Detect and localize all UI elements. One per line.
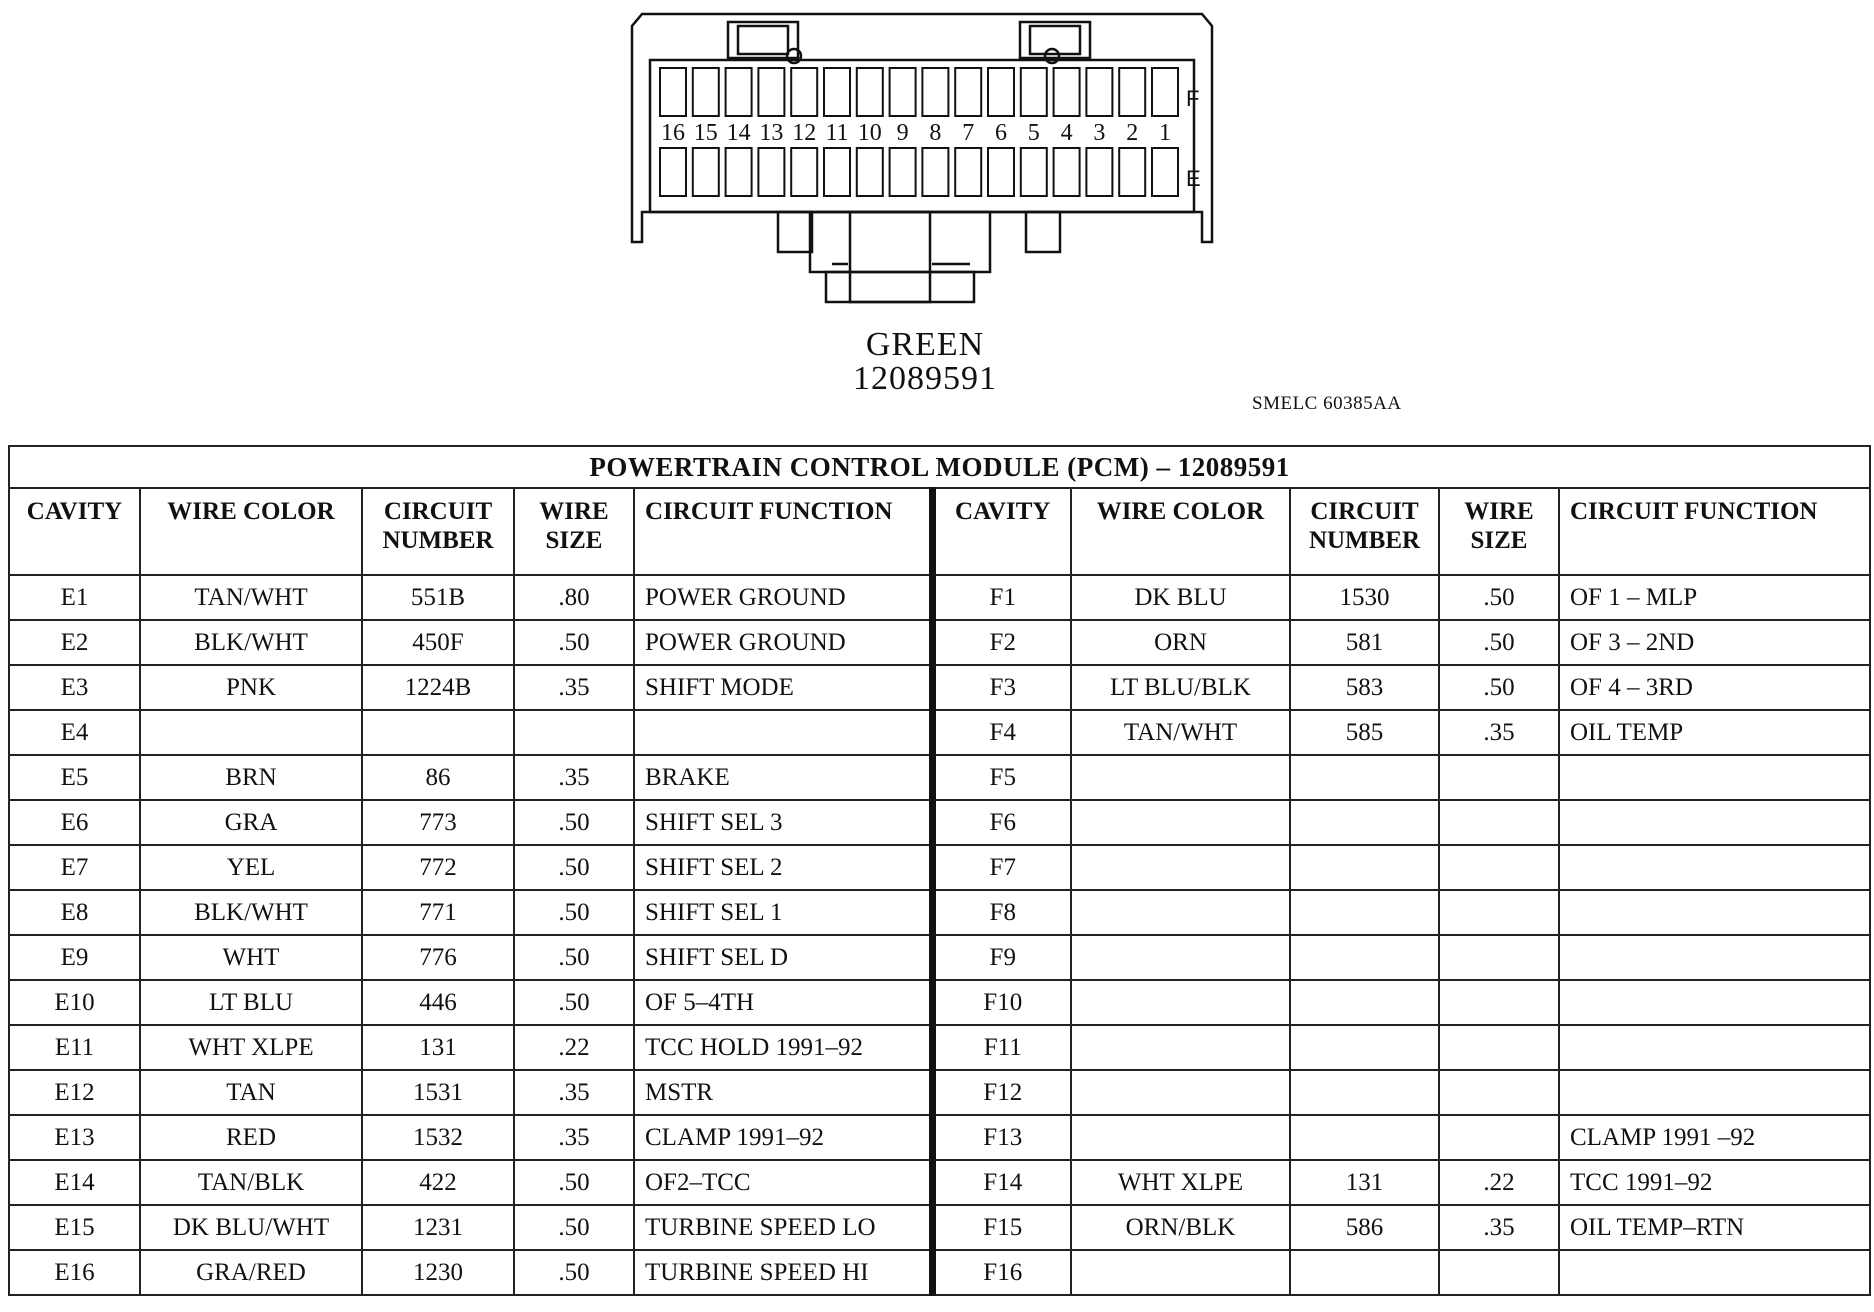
wire-size-cell — [1439, 1070, 1559, 1115]
wire-color-cell: DK BLU/WHT — [140, 1205, 362, 1250]
cavity-cell: E11 — [9, 1025, 140, 1070]
pin-number-label: 10 — [857, 120, 882, 146]
wire-size-cell: .50 — [514, 800, 634, 845]
header-circuit-number: CIRCUIT NUMBER — [362, 488, 514, 575]
wire-size-cell: .50 — [514, 845, 634, 890]
circuit-function-cell: TURBINE SPEED HI — [634, 1250, 932, 1295]
circuit-number-cell — [1290, 980, 1439, 1025]
pin-number-label: 16 — [661, 120, 685, 146]
circuit-number-cell: 131 — [1290, 1160, 1439, 1205]
pin-number-label: 13 — [759, 120, 784, 146]
wire-size-cell: .35 — [514, 1115, 634, 1160]
pin-cavity-f8 — [922, 68, 948, 116]
circuit-number-cell: 585 — [1290, 710, 1439, 755]
circuit-number-cell: 1532 — [362, 1115, 514, 1160]
circuit-function-cell: OF 5–4TH — [634, 980, 932, 1025]
table-row — [9, 665, 1870, 710]
table-row — [9, 755, 1870, 800]
wire-color-cell: TAN — [140, 1070, 362, 1115]
cavity-cell: E4 — [9, 710, 140, 755]
circuit-number-cell: 131 — [362, 1025, 514, 1070]
cavity-cell: F7 — [932, 845, 1071, 890]
cavity-cell: F15 — [932, 1205, 1071, 1250]
circuit-function-cell: TCC 1991–92 — [1559, 1160, 1870, 1205]
header-wire-color: WIRE COLOR — [140, 488, 362, 575]
wire-color-cell — [1071, 1070, 1290, 1115]
wire-color-cell: TAN/WHT — [1071, 710, 1290, 755]
wire-color-cell: TAN/WHT — [140, 575, 362, 620]
cavity-cell: E9 — [9, 935, 140, 980]
table-row — [9, 1115, 1870, 1160]
wire-size-cell — [1439, 800, 1559, 845]
pin-number-label: 15 — [693, 120, 718, 146]
pin-cavity-e2 — [1119, 148, 1145, 196]
pin-number-label: 4 — [1060, 120, 1073, 146]
circuit-function-cell: POWER GROUND — [634, 620, 932, 665]
header-circuit-function: CIRCUIT FUNCTION — [1559, 488, 1870, 575]
circuit-function-cell: TURBINE SPEED LO — [634, 1205, 932, 1250]
circuit-function-cell — [1559, 890, 1870, 935]
wire-size-cell: .50 — [1439, 620, 1559, 665]
wire-color-cell: RED — [140, 1115, 362, 1160]
circuit-function-cell — [634, 710, 932, 755]
circuit-number-cell — [1290, 755, 1439, 800]
circuit-number-cell: 583 — [1290, 665, 1439, 710]
cavity-cell: F1 — [932, 575, 1071, 620]
cavity-cell: E2 — [9, 620, 140, 665]
wire-size-cell — [1439, 1025, 1559, 1070]
circuit-function-cell: OIL TEMP — [1559, 710, 1870, 755]
wire-color-cell: BRN — [140, 755, 362, 800]
circuit-number-cell — [1290, 1115, 1439, 1160]
cavity-cell: F12 — [932, 1070, 1071, 1115]
wire-color-cell — [1071, 935, 1290, 980]
wire-color-cell: WHT XLPE — [140, 1025, 362, 1070]
pin-cavity-f7 — [955, 68, 981, 116]
circuit-function-cell: SHIFT SEL D — [634, 935, 932, 980]
wire-size-cell: .22 — [1439, 1160, 1559, 1205]
pin-number-label: 5 — [1027, 120, 1040, 146]
cavity-cell: F2 — [932, 620, 1071, 665]
wire-color-cell: GRA — [140, 800, 362, 845]
pin-number-label: 3 — [1093, 120, 1106, 146]
pin-number-label: 12 — [792, 120, 817, 146]
wire-size-cell — [1439, 1115, 1559, 1160]
cavity-cell: E15 — [9, 1205, 140, 1250]
pin-cavity-e15 — [693, 148, 719, 196]
circuit-number-cell: 86 — [362, 755, 514, 800]
wire-color-cell — [1071, 755, 1290, 800]
table-row — [9, 890, 1870, 935]
circuit-number-cell — [362, 710, 514, 755]
pin-cavity-f4 — [1054, 68, 1080, 116]
pin-cavity-f15 — [693, 68, 719, 116]
wire-color-cell — [140, 710, 362, 755]
wire-size-cell: .35 — [1439, 710, 1559, 755]
wire-color-cell: LT BLU — [140, 980, 362, 1025]
circuit-function-cell — [1559, 755, 1870, 800]
wire-color-cell: BLK/WHT — [140, 890, 362, 935]
pin-cavity-f5 — [1021, 68, 1047, 116]
pin-number-label: 1 — [1159, 120, 1171, 146]
table-row — [9, 800, 1870, 845]
pin-cavity-f9 — [890, 68, 916, 116]
circuit-function-cell: OF 4 – 3RD — [1559, 665, 1870, 710]
pin-number-label: 8 — [929, 120, 942, 146]
wire-size-cell — [1439, 935, 1559, 980]
circuit-number-cell: 1531 — [362, 1070, 514, 1115]
wire-color-cell: ORN/BLK — [1071, 1205, 1290, 1250]
pin-cavity-e14 — [726, 148, 752, 196]
wire-size-cell: .50 — [514, 1160, 634, 1205]
circuit-function-cell — [1559, 845, 1870, 890]
wire-size-cell: .50 — [1439, 575, 1559, 620]
wire-color-cell: GRA/RED — [140, 1250, 362, 1295]
circuit-function-cell: TCC HOLD 1991–92 — [634, 1025, 932, 1070]
cavity-cell: F16 — [932, 1250, 1071, 1295]
pin-cavity-e16 — [660, 148, 686, 196]
header-circuit-number: CIRCUIT NUMBER — [1290, 488, 1439, 575]
wire-size-cell: .50 — [1439, 665, 1559, 710]
wire-color-cell: WHT — [140, 935, 362, 980]
circuit-function-cell — [1559, 800, 1870, 845]
table-row — [9, 575, 1870, 620]
pin-number-label: 9 — [896, 120, 909, 146]
cavity-cell: F6 — [932, 800, 1071, 845]
pin-cavity-f3 — [1086, 68, 1112, 116]
pin-cavity-e6 — [988, 148, 1014, 196]
wire-size-cell: .50 — [514, 935, 634, 980]
wire-size-cell: .35 — [514, 665, 634, 710]
cavity-cell: F14 — [932, 1160, 1071, 1205]
wire-size-cell: .22 — [514, 1025, 634, 1070]
cavity-cell: F10 — [932, 980, 1071, 1025]
row-label-e: E — [1186, 166, 1201, 191]
table-row — [9, 1160, 1870, 1205]
circuit-function-cell — [1559, 980, 1870, 1025]
table-row — [9, 845, 1870, 890]
cavity-cell: F4 — [932, 710, 1071, 755]
pin-number-label: 11 — [825, 120, 849, 146]
header-cavity: CAVITY — [932, 488, 1071, 575]
circuit-number-cell — [1290, 1025, 1439, 1070]
circuit-function-cell — [1559, 1025, 1870, 1070]
cavity-cell: E3 — [9, 665, 140, 710]
pin-cavity-e3 — [1086, 148, 1112, 196]
wire-color-cell: YEL — [140, 845, 362, 890]
circuit-function-cell: OIL TEMP–RTN — [1559, 1205, 1870, 1250]
circuit-number-cell: 1231 — [362, 1205, 514, 1250]
wire-color-cell — [1071, 845, 1290, 890]
header-wire-color: WIRE COLOR — [1071, 488, 1290, 575]
circuit-function-cell: CLAMP 1991 –92 — [1559, 1115, 1870, 1160]
pin-cavity-e1 — [1152, 148, 1178, 196]
table-row — [9, 620, 1870, 665]
header-cavity: CAVITY — [9, 488, 140, 575]
pin-cavity-e8 — [922, 148, 948, 196]
circuit-number-cell — [1290, 800, 1439, 845]
pin-cavity-e10 — [857, 148, 883, 196]
pinout-table — [8, 445, 1871, 1296]
cavity-cell: F3 — [932, 665, 1071, 710]
table-row — [9, 1250, 1870, 1295]
wire-color-cell: BLK/WHT — [140, 620, 362, 665]
circuit-number-cell: 586 — [1290, 1205, 1439, 1250]
circuit-function-cell — [1559, 1070, 1870, 1115]
connector-part-number: 12089591 — [853, 360, 997, 397]
pin-cavity-f2 — [1119, 68, 1145, 116]
circuit-function-cell: OF 1 – MLP — [1559, 575, 1870, 620]
pin-number-label: 2 — [1126, 120, 1139, 146]
circuit-number-cell — [1290, 935, 1439, 980]
pin-cavity-f11 — [824, 68, 850, 116]
pin-cavity-f13 — [758, 68, 784, 116]
circuit-function-cell: SHIFT SEL 3 — [634, 800, 932, 845]
circuit-number-cell: 1224B — [362, 665, 514, 710]
wire-size-cell: .80 — [514, 575, 634, 620]
pin-number-label: 7 — [962, 120, 975, 146]
cavity-cell: E8 — [9, 890, 140, 935]
circuit-function-cell: BRAKE — [634, 755, 932, 800]
wire-size-cell — [1439, 845, 1559, 890]
wire-color-cell: PNK — [140, 665, 362, 710]
wire-size-cell: .50 — [514, 620, 634, 665]
wire-color-cell — [1071, 890, 1290, 935]
wire-size-cell: .50 — [514, 1250, 634, 1295]
pin-cavity-e12 — [791, 148, 817, 196]
wire-size-cell — [1439, 1250, 1559, 1295]
cavity-cell: E7 — [9, 845, 140, 890]
pin-cavity-f12 — [791, 68, 817, 116]
wire-color-cell — [1071, 800, 1290, 845]
circuit-number-cell — [1290, 845, 1439, 890]
table-row — [9, 1025, 1870, 1070]
circuit-number-cell: 776 — [362, 935, 514, 980]
pin-cavity-f6 — [988, 68, 1014, 116]
wire-color-cell — [1071, 1025, 1290, 1070]
wire-color-cell: LT BLU/BLK — [1071, 665, 1290, 710]
wire-color-cell — [1071, 1250, 1290, 1295]
circuit-number-cell: 1230 — [362, 1250, 514, 1295]
circuit-function-cell: CLAMP 1991–92 — [634, 1115, 932, 1160]
wire-size-cell — [1439, 980, 1559, 1025]
wire-color-cell: ORN — [1071, 620, 1290, 665]
cavity-cell: E1 — [9, 575, 140, 620]
pin-cavity-f1 — [1152, 68, 1178, 116]
pin-cavity-f14 — [726, 68, 752, 116]
pin-cavity-f10 — [857, 68, 883, 116]
circuit-function-cell: POWER GROUND — [634, 575, 932, 620]
circuit-function-cell: MSTR — [634, 1070, 932, 1115]
pin-cavity-e7 — [955, 148, 981, 196]
pin-cavity-f16 — [660, 68, 686, 116]
circuit-function-cell — [1559, 935, 1870, 980]
pin-cavity-e4 — [1054, 148, 1080, 196]
circuit-function-cell — [1559, 1250, 1870, 1295]
circuit-number-cell: 551B — [362, 575, 514, 620]
table-row — [9, 980, 1870, 1025]
wire-size-cell: .50 — [514, 890, 634, 935]
circuit-number-cell — [1290, 890, 1439, 935]
circuit-number-cell: 1530 — [1290, 575, 1439, 620]
circuit-number-cell — [1290, 1250, 1439, 1295]
cavity-cell: E10 — [9, 980, 140, 1025]
wire-color-cell: WHT XLPE — [1071, 1160, 1290, 1205]
wire-size-cell — [1439, 755, 1559, 800]
cavity-cell: E13 — [9, 1115, 140, 1160]
connector-color: GREEN — [865, 326, 985, 363]
circuit-function-cell: SHIFT SEL 2 — [634, 845, 932, 890]
row-label-f: F — [1186, 86, 1200, 111]
table-row — [9, 935, 1870, 980]
table-row — [9, 710, 1870, 755]
circuit-number-cell: 581 — [1290, 620, 1439, 665]
circuit-number-cell — [1290, 1070, 1439, 1115]
circuit-function-cell: OF 3 – 2ND — [1559, 620, 1870, 665]
cavity-cell: F8 — [932, 890, 1071, 935]
table-row — [9, 1070, 1870, 1115]
cavity-cell: E5 — [9, 755, 140, 800]
wire-size-cell: .35 — [514, 1070, 634, 1115]
cavity-cell: F5 — [932, 755, 1071, 800]
circuit-number-cell: 773 — [362, 800, 514, 845]
cavity-cell: F13 — [932, 1115, 1071, 1160]
cavity-cell: F9 — [932, 935, 1071, 980]
cavity-cell: E16 — [9, 1250, 140, 1295]
circuit-number-cell: 446 — [362, 980, 514, 1025]
cavity-cell: E12 — [9, 1070, 140, 1115]
pin-number-label: 6 — [995, 120, 1007, 146]
circuit-number-cell: 772 — [362, 845, 514, 890]
table-row — [9, 1205, 1870, 1250]
header-wire-size: WIRE SIZE — [514, 488, 634, 575]
circuit-number-cell: 771 — [362, 890, 514, 935]
pin-cavity-e13 — [758, 148, 784, 196]
cavity-cell: E6 — [9, 800, 140, 845]
header-circuit-function: CIRCUIT FUNCTION — [634, 488, 932, 575]
wire-size-cell — [1439, 890, 1559, 935]
cavity-cell: E14 — [9, 1160, 140, 1205]
wire-color-cell — [1071, 1115, 1290, 1160]
reference-code: SMELC 60385AA — [1252, 393, 1402, 414]
wire-size-cell: .50 — [514, 980, 634, 1025]
cavity-cell: F11 — [932, 1025, 1071, 1070]
wire-size-cell: .35 — [1439, 1205, 1559, 1250]
pin-cavity-e11 — [824, 148, 850, 196]
wire-color-cell — [1071, 980, 1290, 1025]
wire-size-cell: .35 — [514, 755, 634, 800]
circuit-function-cell: OF2–TCC — [634, 1160, 932, 1205]
circuit-number-cell: 422 — [362, 1160, 514, 1205]
wire-color-cell: TAN/BLK — [140, 1160, 362, 1205]
circuit-function-cell: SHIFT MODE — [634, 665, 932, 710]
wire-size-cell — [514, 710, 634, 755]
pin-cavity-e5 — [1021, 148, 1047, 196]
header-wire-size: WIRE SIZE — [1439, 488, 1559, 575]
table-title: POWERTRAIN CONTROL MODULE (PCM) – 12089591 — [9, 446, 1870, 488]
circuit-function-cell: SHIFT SEL 1 — [634, 890, 932, 935]
pin-cavity-e9 — [890, 148, 916, 196]
connector-diagram — [620, 6, 1220, 316]
pin-number-label: 14 — [726, 120, 751, 146]
circuit-number-cell: 450F — [362, 620, 514, 665]
wire-size-cell: .50 — [514, 1205, 634, 1250]
wire-color-cell: DK BLU — [1071, 575, 1290, 620]
